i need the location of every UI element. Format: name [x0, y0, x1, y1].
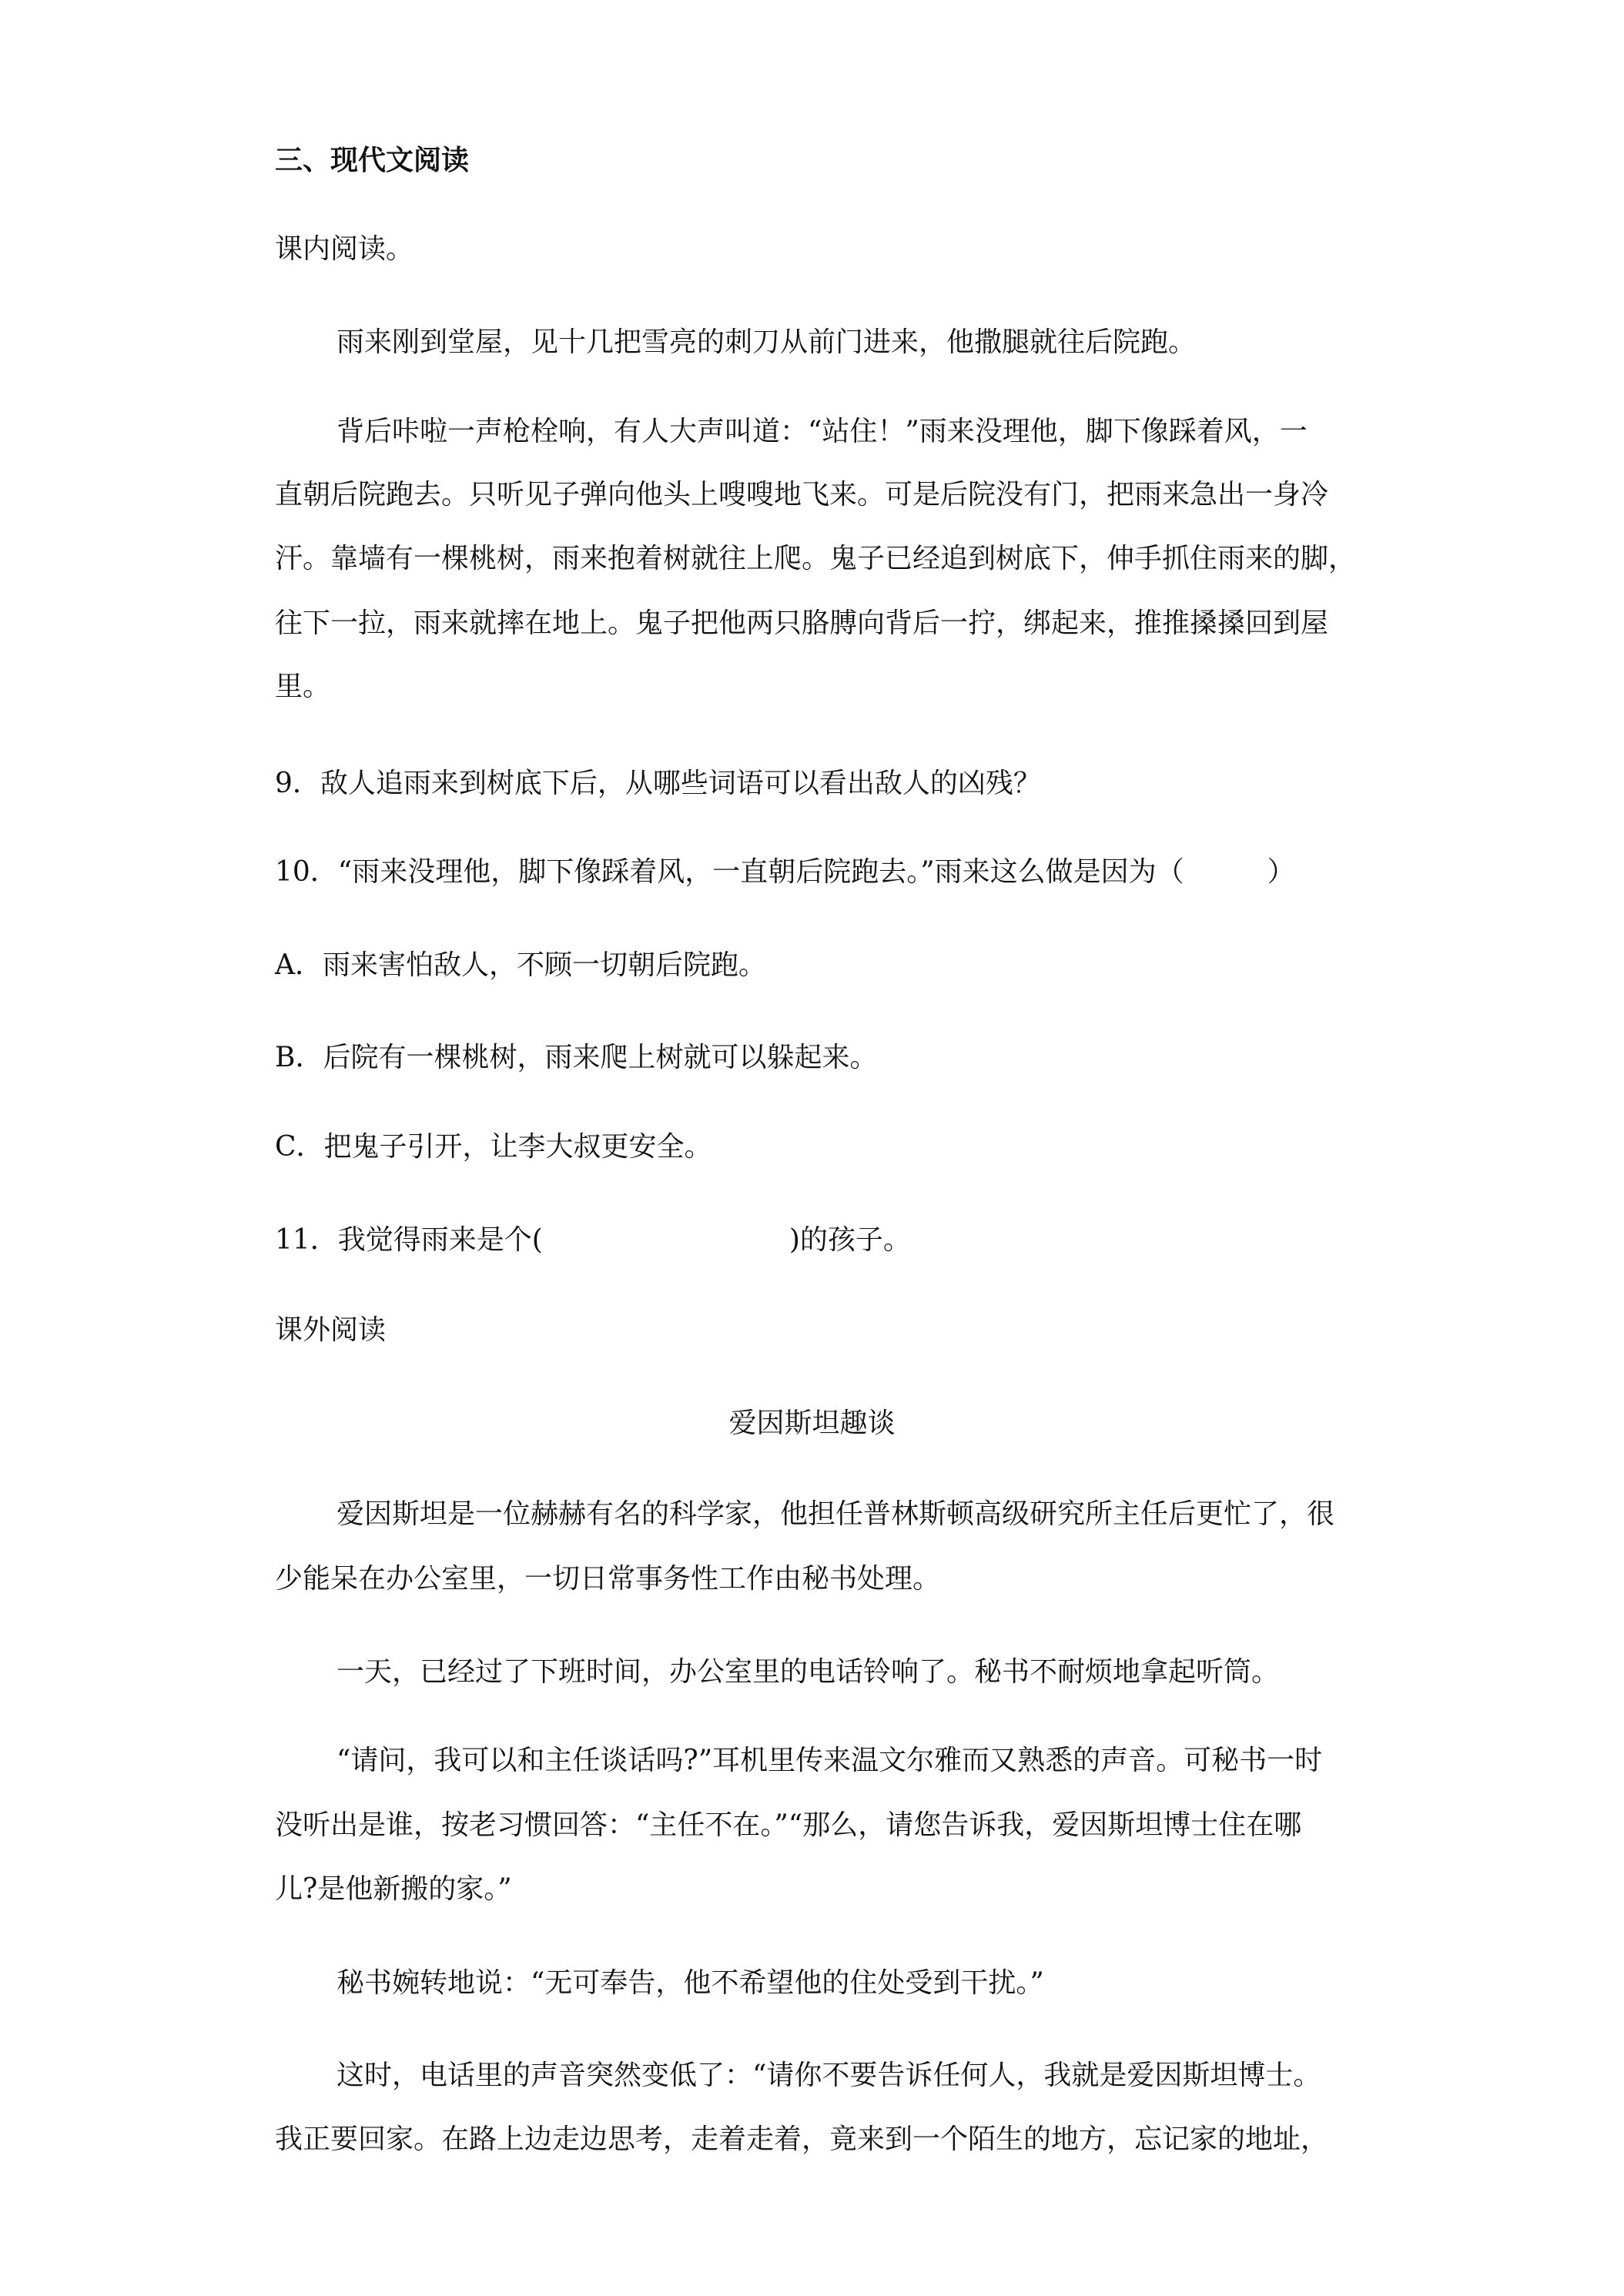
question-10-option-c: C．把鬼子引开，让李大叔更安全。 — [275, 1131, 712, 1163]
question-10-option-b: B．后院有一棵桃树，雨来爬上树就可以躲起来。 — [275, 1042, 878, 1073]
question-10-option-a: A．雨来害怕敌人，不顾一切朝后院跑。 — [275, 949, 766, 981]
inclass-reading-label: 课内阅读。 — [275, 233, 414, 265]
inclass-paragraph-2-line-3: 汗。靠墙有一棵桃树，雨来抱着树就往上爬。鬼子已经追到树底下，伸手抓住雨来的脚， — [275, 543, 1357, 574]
article-paragraph-2: 一天，已经过了下班时间，办公室里的电话铃响了。秘书不耐烦地拿起听筒。 — [337, 1656, 1280, 1688]
article-paragraph-5-line-1: 这时，电话里的声音突然变低了：“请你不要告诉任何人，我就是爱因斯坦博士。 — [337, 2060, 1321, 2091]
article-paragraph-4: 秘书婉转地说：“无可奉告，他不希望他的住处受到干扰。” — [337, 1967, 1044, 1999]
question-11-suffix: )的孩子。 — [789, 1224, 911, 1256]
article-paragraph-1-line-2: 少能呆在办公室里，一切日常事务性工作由秘书处理。 — [275, 1563, 941, 1595]
inclass-paragraph-2-line-5: 里。 — [275, 671, 331, 702]
question-11 — [275, 1222, 911, 1259]
outside-reading-label: 课外阅读 — [275, 1314, 387, 1346]
article-paragraph-5-line-2: 我正要回家。在路上边走边思考，走着走着，竟来到一个陌生的地方，忘记家的地址， — [275, 2124, 1329, 2155]
question-11-prefix: 11．我觉得雨来是个( — [275, 1224, 543, 1256]
article-paragraph-3-line-3: 儿?是他新搬的家。” — [275, 1873, 512, 1905]
section-title: 三、现代文阅读 — [275, 144, 470, 176]
article-title: 爱因斯坦趣谈 — [728, 1407, 896, 1439]
article-paragraph-3-line-1: “请问，我可以和主任谈话吗?”耳机里传来温文尔雅而又熟悉的声音。可秘书一时 — [337, 1745, 1323, 1776]
question-10: 10．“雨来没理他，脚下像踩着风，一直朝后院跑去。”雨来这么做是因为（ ） — [275, 856, 1295, 888]
article-paragraph-3-line-2: 没听出是谁，按老习惯回答：“主任不在。”“那么，请您告诉我，爱因斯坦博士住在哪 — [275, 1809, 1302, 1841]
question-9: 9．敌人追雨来到树底下后，从哪些词语可以看出敌人的凶残？ — [275, 768, 1041, 799]
article-paragraph-1-line-1: 爱因斯坦是一位赫赫有名的科学家，他担任普林斯顿高级研究所主任后更忙了，很 — [337, 1498, 1335, 1530]
inclass-paragraph-2-line-1: 背后咔啦一声枪栓响，有人大声叫道：“站住！”雨来没理他，脚下像踩着风，一 — [337, 416, 1308, 447]
inclass-paragraph-2-line-2: 直朝后院跑去。只听见子弹向他头上嗖嗖地飞来。可是后院没有门，把雨来急出一身冷 — [275, 479, 1329, 510]
inclass-paragraph-1: 雨来刚到堂屋，见十几把雪亮的刺刀从前门进来，他撒腿就往后院跑。 — [337, 326, 1197, 358]
inclass-paragraph-2-line-4: 往下一拉，雨来就摔在地上。鬼子把他两只胳膊向背后一拧，绑起来，推推搡搡回到屋 — [275, 607, 1329, 639]
